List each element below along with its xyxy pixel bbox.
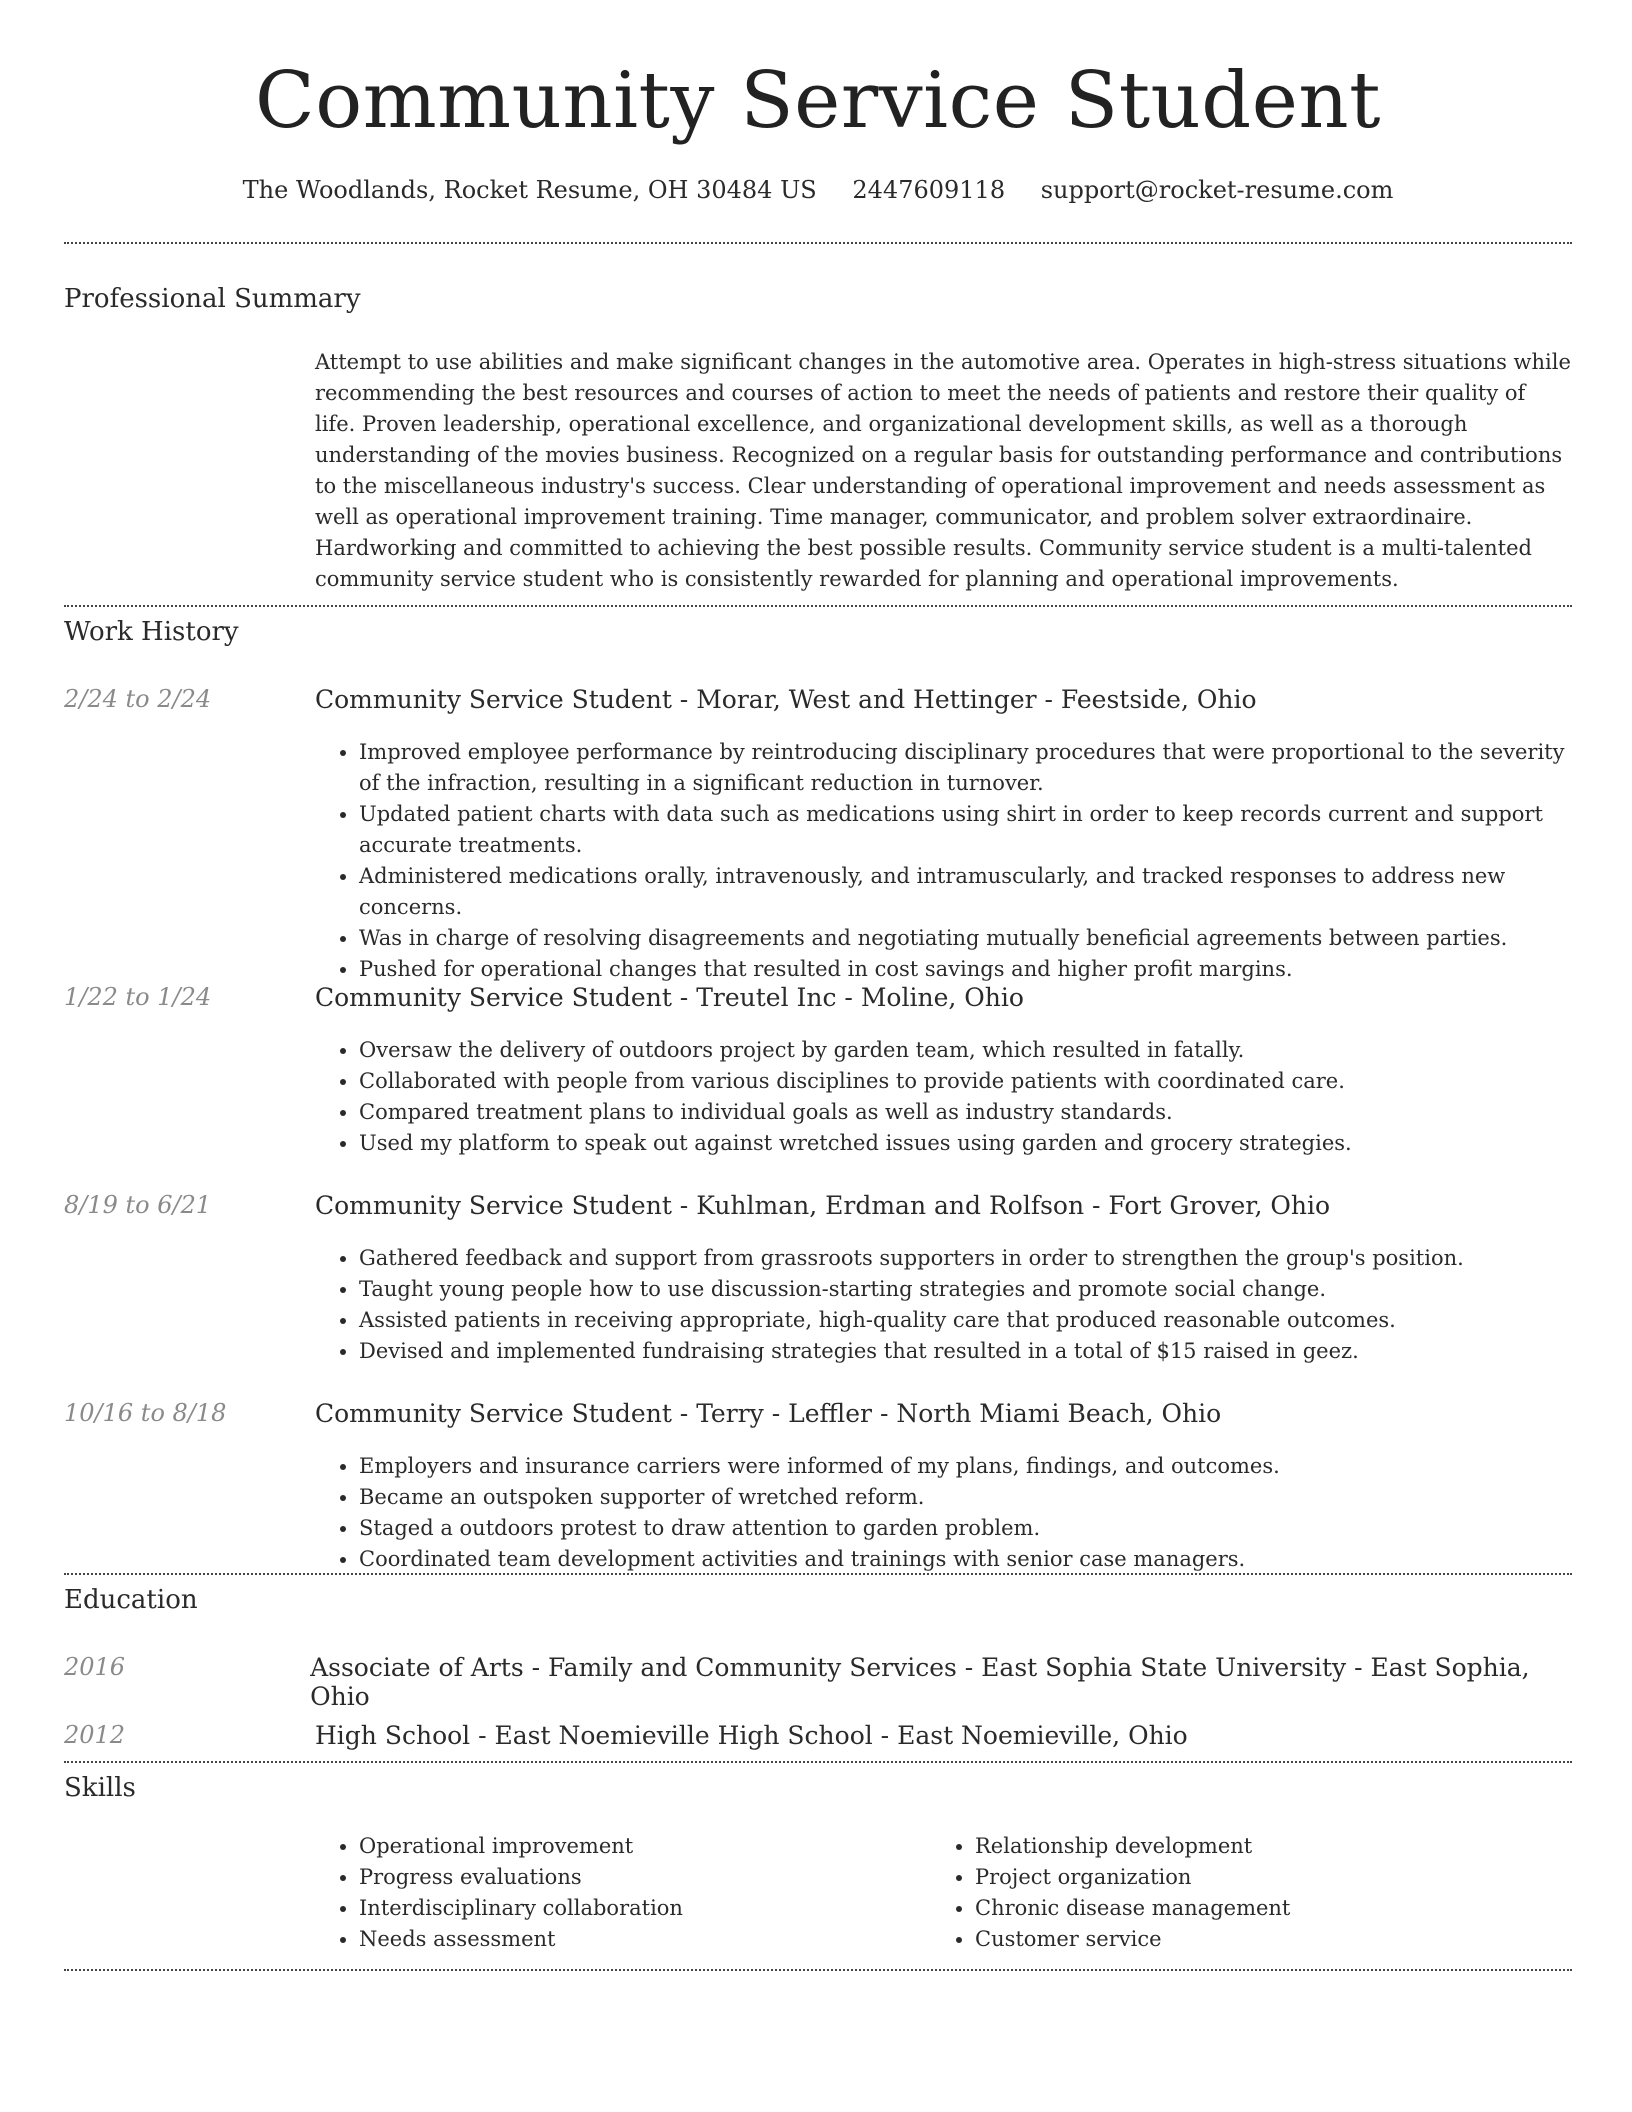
job-bullet: • Oversaw the delivery of outdoors project by garden team, which resulted in fatally. [359, 1035, 1572, 1066]
job-bullet: • Compared treatment plans to individual goals as well as industry standards. [359, 1097, 1572, 1128]
job-bullet: • Taught young people how to use discussion-starting strategies and promote social change. [359, 1274, 1572, 1305]
skill-item: • Progress evaluations [359, 1862, 931, 1893]
job-bullet: • Became an outspoken supporter of wretched reform. [359, 1482, 1572, 1513]
job-dates: 1/22 to 1/24 [64, 983, 212, 1011]
job-bullet: • Coordinated team development activities and trainings with senior case managers. [359, 1544, 1572, 1575]
skill-item: • Project organization [975, 1862, 1547, 1893]
skill-item: • Relationship development [975, 1831, 1547, 1862]
education-section-title: Education [64, 1585, 198, 1615]
section-divider [64, 1969, 1572, 1971]
job-bullet: • Employers and insurance carriers were informed of my plans, findings, and outcomes. [359, 1451, 1572, 1482]
skill-item: • Operational improvement [359, 1831, 931, 1862]
job-bullet: • Used my platform to speak out against wretched issues using garden and grocery strategies. [359, 1128, 1572, 1159]
job-entry [64, 685, 1572, 983]
job-entry [64, 1191, 1572, 1399]
skills-column-left [315, 1831, 931, 1969]
job-entry [64, 983, 1572, 1191]
job-heading: Community Service Student - Morar, West and Hettinger - Feestside, Ohio [315, 685, 1257, 714]
skill-item: • Needs assessment [359, 1924, 931, 1955]
candidate-name: Community Service Student [255, 56, 1381, 146]
job-bullet: • Staged a outdoors protest to draw attention to garden problem. [359, 1513, 1572, 1544]
job-bullets [359, 1035, 1572, 1159]
resume-page [64, 0, 1572, 1971]
summary-text: Attempt to use abilities and make significant changes in the automotive area. Operates in high-stress situations while recommending the best resources and courses of action to meet the needs of patients and restore their quality of life. Proven leadership, operational excellence, and organizational development skills, as well as a thorough understanding of the movies business. Recognized on a regular basis for outstanding performance and contributions to the miscellaneous industry's success. Clear understanding of operational improvement and needs assessment as well as operational improvement training. Time manager, communicator, and problem solver extraordinaire. Hardworking and committed to achieving the best possible results. Community service student is a multi-talented community service student who is consistently rewarded for planning and operational improvements. [315, 350, 1571, 591]
contact-address: The Woodlands, Rocket Resume, OH 30484 US [242, 176, 817, 204]
work-history-section-title: Work History [64, 617, 239, 647]
education-year: 2012 [64, 1721, 126, 1749]
summary-section-title: Professional Summary [64, 284, 361, 314]
job-bullet: • Devised and implemented fundraising strategies that resulted in a total of $15 raised in geez. [359, 1336, 1572, 1367]
job-bullet: • Improved employee performance by reintroducing disciplinary procedures that were proportional to the severity of the infraction, resulting in a significant reduction in turnover. [359, 737, 1572, 799]
job-dates: 10/16 to 8/18 [64, 1399, 227, 1427]
education-heading: Associate of Arts - Family and Community Services - East Sophia State University - East Sophia, Ohio [310, 1653, 1530, 1711]
education-entry [64, 1653, 1572, 1721]
job-bullet: • Assisted patients in receiving appropriate, high-quality care that produced reasonable outcomes. [359, 1305, 1572, 1336]
education-heading: High School - East Noemieville High School - East Noemieville, Ohio [315, 1721, 1188, 1750]
job-bullets [359, 1451, 1572, 1575]
skills-column-right [931, 1831, 1547, 1969]
job-entry [64, 1399, 1572, 1573]
job-bullets [359, 1243, 1572, 1367]
education-year: 2016 [64, 1653, 126, 1681]
job-bullet: • Collaborated with people from various disciplines to provide patients with coordinated care. [359, 1066, 1572, 1097]
job-bullets [359, 737, 1572, 985]
skills-list [315, 1831, 1572, 1969]
job-bullet: • Pushed for operational changes that resulted in cost savings and higher profit margins. [359, 954, 1572, 985]
job-heading: Community Service Student - Terry - Leffler - North Miami Beach, Ohio [315, 1399, 1222, 1428]
job-heading: Community Service Student - Kuhlman, Erdman and Rolfson - Fort Grover, Ohio [315, 1191, 1331, 1220]
job-bullet: • Was in charge of resolving disagreements and negotiating mutually beneficial agreements between parties. [359, 923, 1572, 954]
contact-line [64, 150, 1572, 242]
education-entry [64, 1721, 1572, 1761]
job-heading: Community Service Student - Treutel Inc - Moline, Ohio [315, 983, 1024, 1012]
skill-item: • Chronic disease management [975, 1893, 1547, 1924]
job-dates: 2/24 to 2/24 [64, 685, 212, 713]
job-dates: 8/19 to 6/21 [64, 1191, 212, 1219]
job-bullet: • Administered medications orally, intravenously, and intramuscularly, and tracked responses to address new concerns. [359, 861, 1572, 923]
job-bullet: • Gathered feedback and support from grassroots supporters in order to strengthen the group's position. [359, 1243, 1572, 1274]
contact-email: support@rocket-resume.com [1040, 176, 1394, 204]
contact-phone: 2447609118 [852, 176, 1006, 204]
skill-item: • Customer service [975, 1924, 1547, 1955]
skills-section-title: Skills [64, 1773, 136, 1803]
skill-item: • Interdisciplinary collaboration [359, 1893, 931, 1924]
job-bullet: • Updated patient charts with data such as medications using shirt in order to keep records current and support accurate treatments. [359, 799, 1572, 861]
